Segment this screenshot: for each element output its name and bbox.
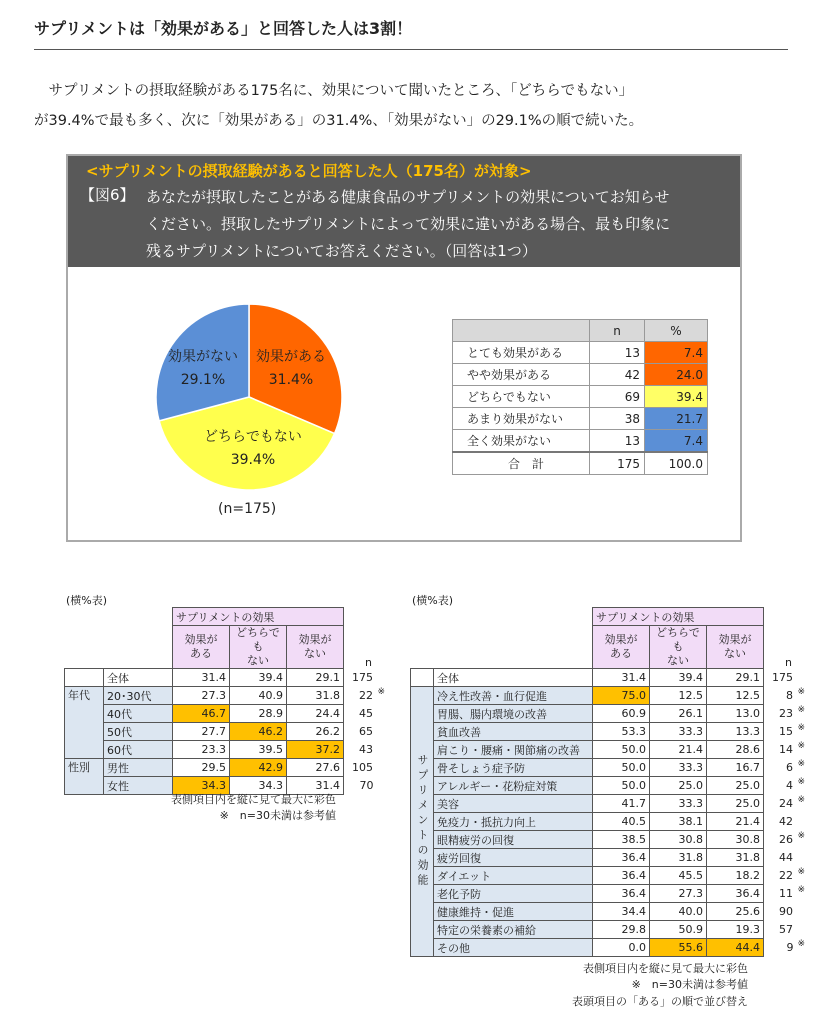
data-row [411, 831, 810, 849]
left-note-1: 表側項目内を縦に見て最大に彩色 [171, 793, 336, 806]
row-label: どちらでもない [453, 386, 590, 408]
data-row [411, 723, 810, 741]
value-cell: 75.0 [593, 687, 650, 705]
data-row [411, 921, 810, 939]
n-cell: 57 [779, 923, 793, 936]
figure-question: あなたが摂取したことがある健康食品のサプリメントの効果についてお知らせ ください。摂取したサプリメントによって効果に違いがある場合、最も印象に 残るサプリメントについてお答えください。（回答は1つ） [146, 188, 671, 260]
percent-table-total [453, 452, 708, 475]
pie-label-neutral-name: どちらでもない [204, 429, 302, 445]
group-label: 年代 [65, 687, 104, 759]
row-n: 42 [590, 364, 645, 386]
pie-label-neutral-pct: 39.4% [230, 452, 276, 468]
pie-label-not-effective [168, 346, 238, 388]
data-row [411, 705, 810, 723]
data-row [411, 759, 810, 777]
value-cell: 21.4 [650, 741, 707, 759]
value-cell: 19.3 [707, 921, 764, 939]
row-n: 13 [590, 342, 645, 364]
value-cell: 34.4 [593, 903, 650, 921]
row-label: 疲労回復 [434, 849, 593, 867]
left-note-2: ※ n=30未満は参考値 [219, 809, 336, 822]
page-headline: サプリメントは「効果がある」と回答した人は3割！ [34, 16, 788, 50]
row-label: とても効果がある [453, 342, 590, 364]
row-pct: 39.4 [645, 386, 708, 408]
row-label: 美容 [434, 795, 593, 813]
data-row [65, 723, 390, 741]
value-cell: 27.7 [173, 723, 230, 741]
data-row [411, 795, 810, 813]
ref-mark [376, 669, 390, 687]
data-row [411, 741, 810, 759]
percent-table-corner [453, 320, 590, 342]
pie-label-effective-name: 効果がある [256, 349, 326, 365]
data-row [65, 705, 390, 723]
data-row [411, 849, 810, 867]
blank-cell [764, 608, 796, 626]
value-cell: 31.4 [173, 669, 230, 687]
value-cell: 50.0 [593, 741, 650, 759]
row-pct: 21.7 [645, 408, 708, 430]
data-row [411, 867, 810, 885]
data-row [411, 777, 810, 795]
value-cell: 27.3 [173, 687, 230, 705]
ref-mark: ※ [797, 704, 806, 715]
pie-label-effective [256, 346, 326, 388]
n-cell: 43 [359, 743, 373, 756]
row-label: 免疫力・抵抗力向上 [434, 813, 593, 831]
value-cell: 36.4 [593, 867, 650, 885]
percent-table-row [453, 364, 708, 386]
value-cell: 25.6 [707, 903, 764, 921]
row-n: 13 [590, 430, 645, 453]
value-cell: 45.5 [650, 867, 707, 885]
value-cell: 0.0 [593, 939, 650, 957]
data-row [411, 687, 810, 705]
row-label: 60代 [104, 741, 173, 759]
n-cell: 22 [779, 869, 793, 882]
row-label: 50代 [104, 723, 173, 741]
value-cell: 23.3 [173, 741, 230, 759]
ref-mark: ※ [797, 722, 806, 733]
ref-mark: ※ [797, 740, 806, 751]
value-cell: 39.4 [650, 669, 707, 687]
value-cell: 25.0 [707, 795, 764, 813]
ref-mark [376, 723, 390, 741]
row-n: 69 [590, 386, 645, 408]
ref-mark [376, 705, 390, 723]
n-cell: 42 [779, 815, 793, 828]
value-cell: 12.5 [707, 687, 764, 705]
value-cell: 25.0 [650, 777, 707, 795]
n-cell: 70 [359, 779, 374, 792]
n-cell: 4 [786, 779, 793, 792]
n-cell: 9 [786, 941, 794, 954]
value-cell: 25.0 [707, 777, 764, 795]
intro-paragraph: サプリメントの摂取経験がある175名に、効果について聞いたところ、「どちらでもない」 が39.4%で最も多く、次に「効果がある」の31.4%、「効果がない」の29.1%の順で続いた。 [34, 83, 644, 129]
value-cell: 29.8 [593, 921, 650, 939]
value-cell: 39.4 [230, 669, 287, 687]
data-row [411, 939, 810, 957]
data-row [411, 903, 810, 921]
right-crosstab [410, 607, 810, 957]
value-cell: 33.3 [650, 759, 707, 777]
xtab-column-header-row [65, 626, 390, 669]
value-cell: 36.4 [593, 885, 650, 903]
right-note-2: ※ n=30未満は参考値 [631, 978, 748, 991]
right-note-3: 表頭項目の「ある」の順で並び替え [572, 995, 748, 1008]
value-cell: 27.6 [287, 759, 344, 777]
n-cell: 15 [779, 725, 793, 738]
value-cell: 46.2 [230, 723, 287, 741]
value-cell: 38.1 [650, 813, 707, 831]
data-row [411, 813, 810, 831]
value-cell: 31.8 [650, 849, 707, 867]
left-crosstab [64, 607, 390, 795]
value-cell: 33.3 [650, 795, 707, 813]
value-cell: 38.5 [593, 831, 650, 849]
n-header: n [365, 655, 372, 669]
data-row [65, 759, 390, 777]
percent-table [452, 319, 708, 475]
ref-mark [376, 777, 390, 795]
ref-mark [796, 903, 810, 921]
value-cell: 31.4 [593, 669, 650, 687]
total-n: 175 [590, 452, 645, 475]
blank-cell [376, 608, 390, 626]
value-cell: 16.7 [707, 759, 764, 777]
overall-row [411, 669, 810, 687]
value-cell: 30.8 [650, 831, 707, 849]
column-header: 効果が ない [287, 626, 344, 669]
blank-cell [796, 608, 810, 626]
value-cell: 36.4 [707, 885, 764, 903]
value-cell: 33.3 [650, 723, 707, 741]
right-note-1: 表側項目内を縦に見て最大に彩色 [583, 962, 748, 975]
blank-cell [65, 608, 104, 626]
row-label: 全体 [104, 669, 173, 687]
value-cell: 50.0 [593, 777, 650, 795]
n-cell: 105 [352, 761, 373, 774]
row-label: 冷え性改善・血行促進 [434, 687, 593, 705]
row-label: 眼精疲労の回復 [434, 831, 593, 849]
percent-table-row [453, 342, 708, 364]
n-cell: 26 [779, 833, 793, 846]
column-header: どちらでも ない [230, 626, 287, 669]
pie-n-label: (n=175) [218, 501, 277, 517]
row-label: 全く効果がない [453, 430, 590, 453]
value-cell: 34.3 [230, 777, 287, 795]
value-cell: 27.3 [650, 885, 707, 903]
xtab-column-header-row [411, 626, 810, 669]
n-cell: 44 [779, 851, 793, 864]
blank-cell [104, 626, 173, 669]
row-label: 40代 [104, 705, 173, 723]
n-cell: 22 [359, 689, 373, 702]
value-cell: 34.3 [173, 777, 230, 795]
blank-cell [411, 626, 434, 669]
super-header: サプリメントの効果 [173, 608, 344, 626]
value-cell: 36.4 [593, 849, 650, 867]
value-cell: 30.8 [707, 831, 764, 849]
row-label: 胃腸、腸内環境の改善 [434, 705, 593, 723]
n-cell: 24 [779, 797, 793, 810]
value-cell: 31.8 [287, 687, 344, 705]
row-label: アレルギー・花粉症対策 [434, 777, 593, 795]
data-row [65, 741, 390, 759]
percent-table-row [453, 386, 708, 408]
value-cell: 50.0 [593, 759, 650, 777]
blank-cell [796, 626, 810, 669]
column-header: どちらでも ない [650, 626, 707, 669]
ref-mark: ※ [797, 758, 806, 769]
value-cell: 29.5 [173, 759, 230, 777]
row-label: 肩こり・腰痛・関節痛の改善 [434, 741, 593, 759]
value-cell: 31.8 [707, 849, 764, 867]
value-cell: 40.5 [593, 813, 650, 831]
ref-mark [376, 741, 390, 759]
row-n: 38 [590, 408, 645, 430]
n-cell: 175 [352, 671, 373, 684]
row-label: あまり効果がない [453, 408, 590, 430]
percent-table-row [453, 408, 708, 430]
blank-cell [434, 626, 593, 669]
xtab-super-header-row [65, 608, 390, 626]
value-cell: 13.3 [707, 723, 764, 741]
group-cell [65, 669, 104, 687]
row-label: 20･30代 [104, 687, 173, 705]
overall-row [65, 669, 390, 687]
value-cell: 55.6 [650, 939, 707, 957]
right-xtab-caption: (横%表) [412, 594, 454, 607]
value-cell: 44.4 [707, 939, 764, 957]
column-header: 効果が ある [173, 626, 230, 669]
value-cell: 29.1 [287, 669, 344, 687]
value-cell: 26.2 [287, 723, 344, 741]
ref-mark: ※ [797, 884, 806, 895]
ref-mark: ※ [797, 866, 806, 877]
figure-subtitle: <サプリメントの摂取経験があると回答した人（175名）が対象> [86, 162, 532, 180]
ref-mark: ※ [797, 686, 806, 697]
n-cell: 23 [779, 707, 793, 720]
data-row [411, 885, 810, 903]
value-cell: 26.1 [650, 705, 707, 723]
left-xtab-caption: (横%表) [66, 594, 108, 607]
figure-6-box [66, 154, 742, 542]
row-pct: 7.4 [645, 342, 708, 364]
blank-cell [344, 608, 376, 626]
value-cell: 39.5 [230, 741, 287, 759]
value-cell: 31.4 [287, 777, 344, 795]
figure-number: 【図6】 [80, 186, 135, 204]
n-cell: 65 [359, 725, 373, 738]
column-header: 効果が ない [707, 626, 764, 669]
blank-cell [65, 626, 104, 669]
row-label: 健康維持・促進 [434, 903, 593, 921]
data-row [65, 687, 390, 705]
row-label: 男性 [104, 759, 173, 777]
value-cell: 29.1 [707, 669, 764, 687]
n-cell: 6 [786, 761, 793, 774]
row-label: ダイエット [434, 867, 593, 885]
value-cell: 13.0 [707, 705, 764, 723]
figure-header [68, 156, 740, 267]
ref-mark [796, 921, 810, 939]
ref-mark: ※ [797, 938, 806, 949]
ref-mark: ※ [797, 830, 806, 841]
row-label: その他 [434, 939, 593, 957]
percent-table-n-header: n [590, 320, 645, 342]
value-cell: 28.6 [707, 741, 764, 759]
row-label: 老化予防 [434, 885, 593, 903]
value-cell: 46.7 [173, 705, 230, 723]
group-label: 性別 [65, 759, 104, 795]
n-cell: 11 [779, 887, 793, 900]
xtab-super-header-row [411, 608, 810, 626]
super-header: サプリメントの効果 [593, 608, 764, 626]
row-label: 女性 [104, 777, 173, 795]
row-label: 骨そしょう症予防 [434, 759, 593, 777]
n-cell: 90 [779, 905, 793, 918]
pie-label-not-effective-name: 効果がない [168, 349, 238, 365]
n-header: n [785, 655, 792, 669]
value-cell: 50.9 [650, 921, 707, 939]
pie-label-effective-pct: 31.4% [268, 372, 314, 388]
percent-table-pct-header: % [645, 320, 708, 342]
total-label: 合 計 [453, 452, 590, 475]
blank-cell [434, 608, 593, 626]
blank-cell [104, 608, 173, 626]
ref-mark: ※ [797, 794, 806, 805]
row-pct: 7.4 [645, 430, 708, 453]
row-label: 貧血改善 [434, 723, 593, 741]
blank-cell [376, 626, 390, 669]
percent-table-row [453, 430, 708, 453]
row-label: 特定の栄養素の補給 [434, 921, 593, 939]
n-cell: 175 [772, 671, 793, 684]
ref-mark [796, 813, 810, 831]
pie-label-not-effective-pct: 29.1% [180, 372, 226, 388]
value-cell: 40.0 [650, 903, 707, 921]
percent-table-header [453, 320, 708, 342]
n-cell: 14 [779, 743, 793, 756]
row-label: やや効果がある [453, 364, 590, 386]
ref-mark [796, 849, 810, 867]
ref-mark [376, 759, 390, 777]
value-cell: 18.2 [707, 867, 764, 885]
value-cell: 37.2 [287, 741, 344, 759]
column-header: 効果が ある [593, 626, 650, 669]
value-cell: 21.4 [707, 813, 764, 831]
value-cell: 41.7 [593, 795, 650, 813]
ref-mark: ※ [377, 686, 386, 697]
value-cell: 53.3 [593, 723, 650, 741]
row-pct: 24.0 [645, 364, 708, 386]
group-cell [411, 669, 434, 687]
group-label: サプリメントの効能 [411, 687, 434, 957]
pie-label-neutral [204, 426, 302, 468]
n-cell: 45 [359, 707, 373, 720]
row-label: 全体 [434, 669, 593, 687]
value-cell: 12.5 [650, 687, 707, 705]
ref-mark [796, 669, 810, 687]
value-cell: 42.9 [230, 759, 287, 777]
ref-mark: ※ [797, 776, 806, 787]
value-cell: 28.9 [230, 705, 287, 723]
total-pct: 100.0 [645, 452, 708, 475]
value-cell: 40.9 [230, 687, 287, 705]
blank-cell [411, 608, 434, 626]
n-cell: 8 [786, 689, 793, 702]
value-cell: 24.4 [287, 705, 344, 723]
value-cell: 60.9 [593, 705, 650, 723]
